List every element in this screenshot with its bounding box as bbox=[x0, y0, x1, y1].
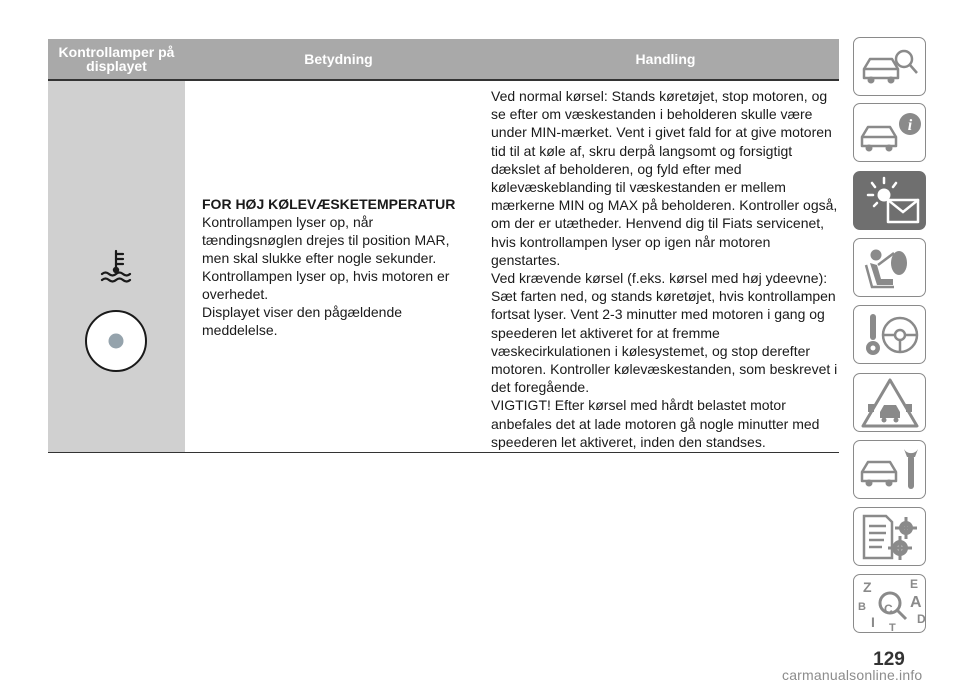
tab-knowing-your-car[interactable] bbox=[853, 37, 926, 96]
action-line: speederen let aktiveret, inden den standses. bbox=[491, 433, 766, 450]
action-line: mærkerne MIN og MAX på beholderen. Kontroller også, bbox=[491, 197, 838, 214]
car-info-icon bbox=[854, 104, 927, 163]
index-letter: C bbox=[884, 602, 893, 616]
key-steering-wheel-icon bbox=[854, 306, 927, 365]
meaning-line: men skal slukke efter nogle sekunder. bbox=[202, 249, 437, 266]
tab-safety[interactable] bbox=[853, 238, 926, 297]
action-line: tid til at køle af, skru derpå langsomt og forsigtigt bbox=[491, 142, 793, 159]
alphabetical-index-icon bbox=[854, 575, 927, 634]
action-line: se efter om væskestanden i beholderen skulle være bbox=[491, 106, 813, 123]
index-letter: B bbox=[858, 601, 866, 613]
coolant-temperature-icon bbox=[99, 249, 135, 285]
action-cell bbox=[491, 87, 843, 451]
index-letter: T bbox=[889, 622, 896, 634]
meaning-title: FOR HØJ KØLEVÆSKETEMPERATUR bbox=[202, 195, 456, 212]
page-number: 129 bbox=[873, 649, 905, 670]
action-line: Ved krævende kørsel (f.eks. kørsel med høj ydeevne): bbox=[491, 270, 828, 287]
breakdown-warning-triangle-icon bbox=[854, 374, 927, 433]
action-line: hvis kontrollampen lyser op igen når motoren bbox=[491, 233, 771, 250]
tab-in-an-emergency[interactable] bbox=[853, 373, 926, 432]
action-line: speederen let aktiveret for at fremme bbox=[491, 324, 720, 341]
technical-specs-gears-icon bbox=[854, 508, 927, 567]
action-line: om der er utætheder. Henvend dig til Fiats servicenet, bbox=[491, 215, 825, 232]
tab-index[interactable] bbox=[853, 574, 926, 633]
tab-servicing-care[interactable] bbox=[853, 440, 926, 499]
index-letter: I bbox=[871, 614, 875, 630]
svg-text:i: i bbox=[907, 117, 913, 134]
index-letter: D bbox=[917, 612, 926, 626]
tab-starting-driving[interactable] bbox=[853, 305, 926, 364]
action-line: Sæt farten ned, og stands køretøjet, hvis kontrollampen bbox=[491, 288, 836, 305]
action-line: under MIN-mærket. Vent i givet fald for at give motoren bbox=[491, 124, 832, 141]
car-search-icon bbox=[854, 38, 927, 97]
header-indicator-line2: displayet bbox=[86, 58, 147, 74]
index-letter: Z bbox=[863, 579, 872, 595]
action-line: anbefales det at lade motoren gå nogle minutter med bbox=[491, 415, 820, 432]
index-letter: E bbox=[910, 577, 919, 591]
warning-light-dot-icon bbox=[84, 309, 148, 373]
header-indicator bbox=[48, 39, 185, 79]
meaning-line: overhedet. bbox=[202, 285, 269, 302]
action-line: væskecirkulationen i kølesystemet, og stop derefter bbox=[491, 342, 811, 359]
header-meaning: Betydning bbox=[304, 51, 373, 67]
watermark: carmanualsonline.info bbox=[782, 667, 923, 683]
action-line: det foregående. bbox=[491, 379, 590, 396]
car-maintenance-wrench-icon bbox=[854, 441, 927, 500]
tab-car-info[interactable] bbox=[853, 103, 926, 162]
action-line: kølevæskeblanding til væskestanden er mellem bbox=[491, 179, 786, 196]
table-row bbox=[48, 81, 839, 453]
airbag-seat-icon bbox=[854, 239, 927, 298]
indicator-cell bbox=[48, 81, 185, 452]
header-action: Handling bbox=[635, 51, 696, 67]
meaning-line: meddelelse. bbox=[202, 321, 278, 338]
warning-light-table bbox=[48, 39, 839, 453]
index-letter: A bbox=[910, 594, 922, 611]
meaning-line: Kontrollampen lyser op, hvis motoren er bbox=[202, 267, 450, 284]
meaning-cell bbox=[202, 81, 482, 452]
header-indicator-line1: Kontrollamper på bbox=[58, 44, 175, 60]
meaning-line: Kontrollampen lyser op, når bbox=[202, 213, 374, 230]
tab-warning-lights[interactable] bbox=[853, 171, 926, 230]
action-line: genstartes. bbox=[491, 251, 561, 268]
warning-light-message-icon bbox=[854, 172, 927, 231]
action-line: Ved normal kørsel: Stands køretøjet, stop motoren, og bbox=[491, 88, 828, 104]
tab-technical-specifications[interactable] bbox=[853, 507, 926, 566]
action-line: motoren. Kontroller kølevæskestanden, som beskrevet i bbox=[491, 361, 838, 378]
meaning-line: Displayet viser den pågældende bbox=[202, 303, 403, 320]
action-line: VIGTIGT! Efter kørsel med hårdt belastet motor bbox=[491, 397, 786, 414]
table-header bbox=[48, 39, 839, 81]
meaning-line: tændingsnøglen drejes til position MAR, bbox=[202, 231, 450, 248]
action-line: fortsat lyser. Vent 2-3 minutter med motoren i gang og bbox=[491, 306, 825, 323]
action-line: dækslet af beholderen, og fyld efter med bbox=[491, 160, 742, 177]
